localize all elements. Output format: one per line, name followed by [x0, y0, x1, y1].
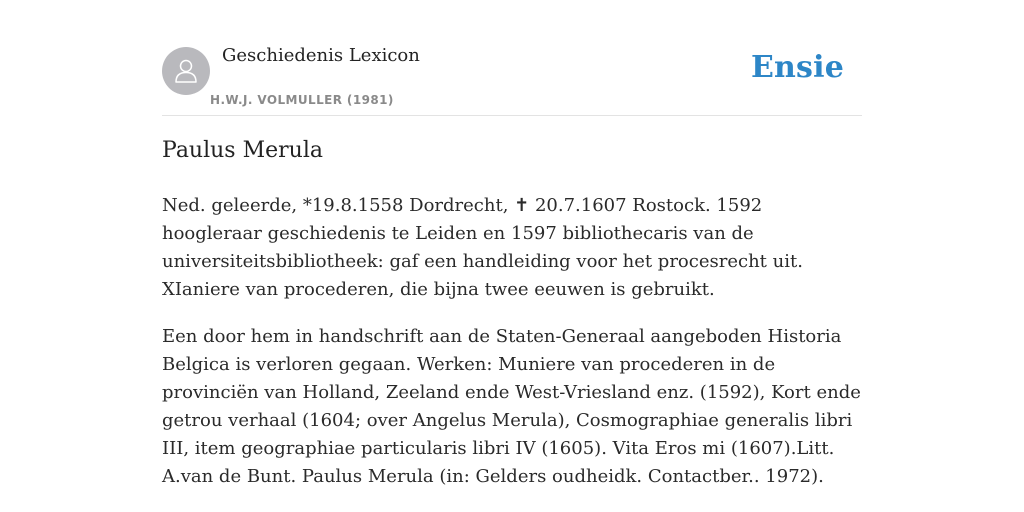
source-title[interactable]: Geschiedenis Lexicon [222, 45, 420, 66]
page-title: Paulus Merula [162, 138, 323, 163]
source-author[interactable]: H.W.J. VOLMULLER (1981) [210, 93, 394, 107]
avatar[interactable] [162, 47, 210, 95]
brand-logo[interactable]: Ensie [750, 50, 844, 85]
article-card [162, 0, 862, 487]
article-paragraph: Een door hem in handschrift aan de Staten-Generaal aangeboden Historia Belgica is verloren gegaan. Werken: Muniere van procederen in de provinciën van Holland, Zeeland ende West-Vriesland enz. (1592), Kort ende getrou verhaal (1604; over Angelus Merula), Cosmographiae generalis libri III, item geographiae particularis libri IV (1605). Vita Eros mi (1607).Litt. A.van de Bunt. Paulus Merula (in: Gelders oudheidk. Contactber.. 1972). [162, 326, 861, 487]
user-icon [171, 56, 201, 86]
article-header [162, 0, 862, 116]
article-paragraph: Ned. geleerde, *19.8.1558 Dordrecht, ✝ 20.7.1607 Rostock. 1592 hoogleraar geschiedenis te Leiden en 1597 bibliothecaris van de universiteitsbibliotheek: gaf een handleiding voor het procesrecht uit. XIaniere van procederen, die bijna twee eeuwen is gebruikt. [162, 195, 803, 300]
